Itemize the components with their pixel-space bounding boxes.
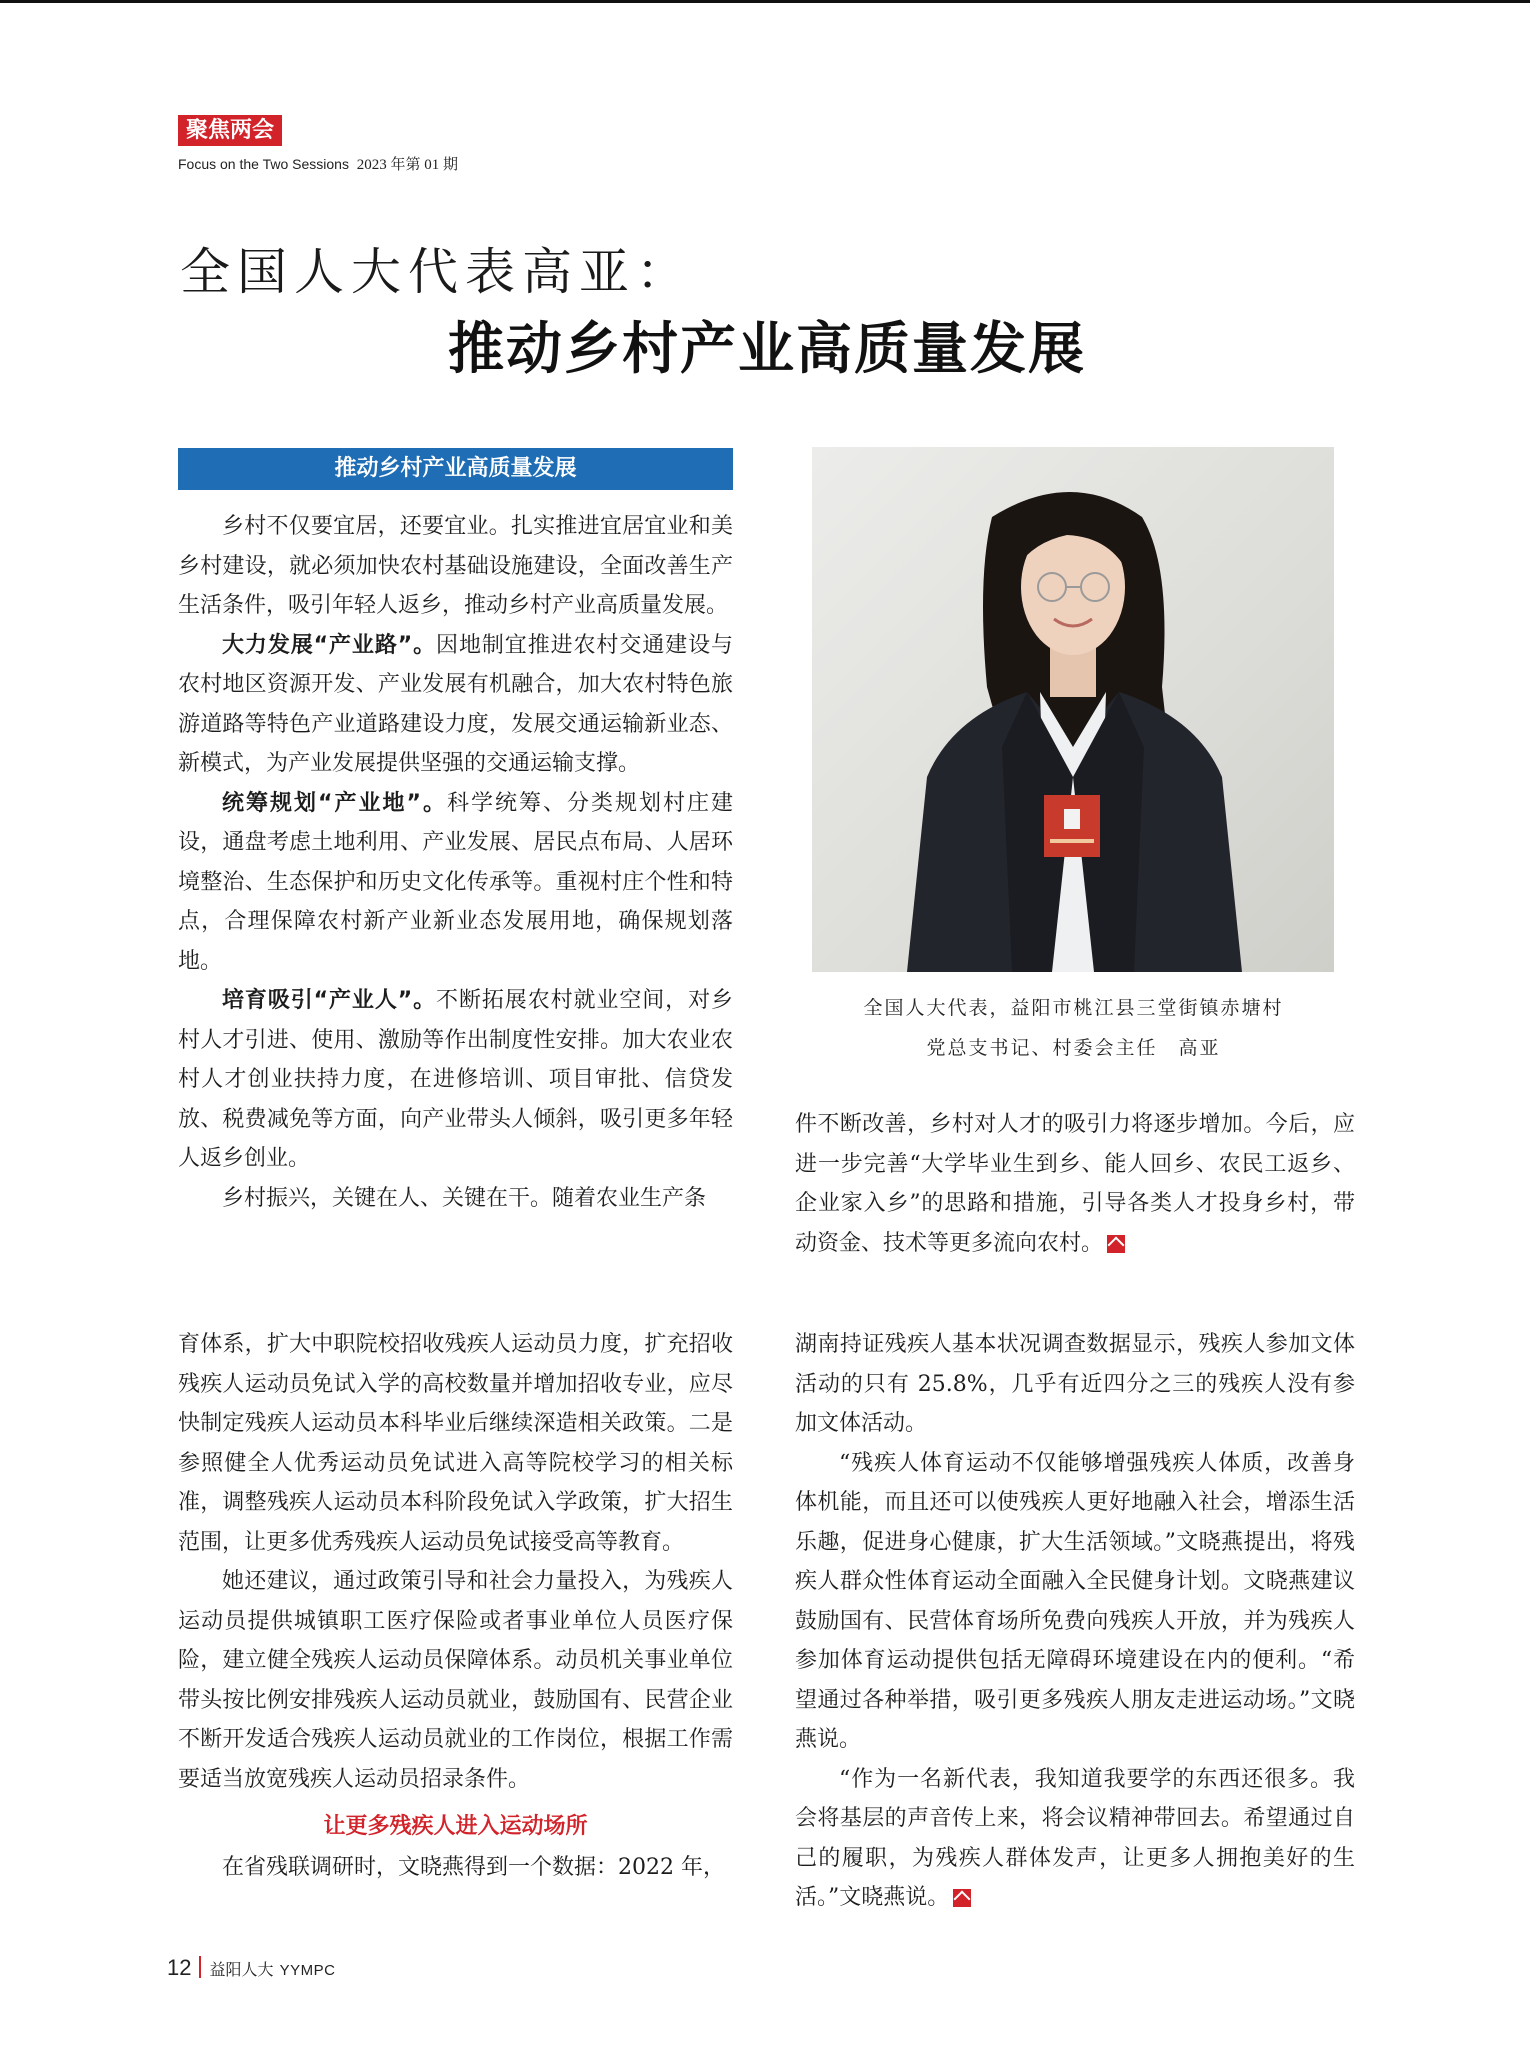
paragraph: 统筹规划“产业地”。科学统筹、分类规划村庄建设，通盘考虑土地利用、产业发展、居民点布局、人居环境整治、生态保护和历史文化传承等。重视村庄个性和特点，合理保障农村新产业新业态发展用地，确保规划落地。 (178, 790, 733, 974)
paragraph: “作为一名新代表，我知道我要学的东西还很多。我会将基层的声音传上来，将会议精神带回去。希望通过自己的履职，为残疾人群体发声，让更多人拥抱美好的生活。”文晓燕说。 (795, 1766, 1355, 1910)
photo-caption (796, 988, 1351, 1068)
footer-separator (199, 1956, 201, 1978)
caption-line-2: 党总支书记、村委会主任 高亚 (926, 1037, 1221, 1059)
issue-number: 2023 年第 01 期 (356, 157, 458, 173)
top-rule (0, 0, 1530, 3)
subheading-bar: 推动乡村产业高质量发展 (178, 448, 733, 490)
paragraph: “残疾人体育运动不仅能够增强残疾人体质，改善身体机能，而且还可以使残疾人更好地融入社会，增添生活乐趣，促进身心健康，扩大生活领域。”文晓燕提出，将残疾人群众性体育运动全面融入全民健身计划。文晓燕建议鼓励国有、民营体育场所免费向残疾人开放，并为残疾人参加体育运动提供包括无障碍环境建设在内的便利。“希望通过各种举措，吸引更多残疾人朋友走进运动场。”文晓燕说。 (795, 1450, 1355, 1752)
lower-right-column (795, 1325, 1355, 1918)
end-mark-icon (953, 1889, 971, 1907)
page-number: 12 (167, 1955, 192, 1980)
section-tag: 聚焦两会 (178, 115, 282, 146)
title-line-1: 全国人大代表高亚： (180, 243, 693, 301)
paragraph: 湖南持证残疾人基本状况调查数据显示，残疾人参加文体活动的只有 25.8%，几乎有近四分之三的残疾人没有参加文体活动。 (795, 1332, 1355, 1436)
paragraph: 乡村振兴，关键在人、关键在干。随着农业生产条 (222, 1185, 707, 1211)
issue-line (178, 153, 458, 174)
paragraph: 件不断改善，乡村对人才的吸引力将逐步增加。今后，应进一步完善“大学毕业生到乡、能人回乡、农民工返乡、企业家入乡”的思路和措施，引导各类人才投身乡村，带动资金、技术等更多流向农村。 (795, 1112, 1355, 1256)
paragraph: 培育吸引“产业人”。不断拓展农村就业空间，对乡村人才引进、使用、激励等作出制度性安排。加大农业农村人才创业扶持力度，在进修培训、项目审批、信贷发放、税费减免等方面，向产业带头人倾斜，吸引更多年轻人返乡创业。 (178, 988, 733, 1171)
paragraph-lead: 大力发展“产业路”。 (222, 632, 437, 658)
title-line-2: 推动乡村产业高质量发展 (448, 317, 1086, 382)
upper-right-column (795, 1105, 1355, 1263)
paragraph: 育体系，扩大中职院校招收残疾人运动员力度，扩充招收残疾人运动员免试入学的高校数量并增加招收专业，应尽快制定残疾人运动员本科毕业后继续深造相关政策。二是参照健全人优秀运动员免试进入高等院校学习的相关标准，调整残疾人运动员本科阶段免试入学政策，扩大招生范围，让更多优秀残疾人运动员免试接受高等教育。 (178, 1332, 733, 1555)
paragraph-lead: 培育吸引“产业人”。 (222, 988, 437, 1013)
paragraph-lead: 统筹规划“产业地”。 (222, 790, 447, 816)
end-mark-icon (1107, 1235, 1125, 1253)
paragraph: 她还建议，通过政策引导和社会力量投入，为残疾人运动员提供城镇职工医疗保险或者事业单位人员医疗保险，建立健全残疾人运动员保障体系。动员机关事业单位带头按比例安排残疾人运动员就业，鼓励国有、民营企业不断开发适合残疾人运动员就业的工作岗位，根据工作需要适当放宽残疾人运动员招录条件。 (178, 1569, 733, 1792)
portrait-photo (812, 447, 1334, 972)
magazine-name: 益阳人大 (209, 1960, 274, 1979)
section-subheading: 让更多残疾人进入运动场所 (323, 1814, 588, 1839)
paragraph: 在省残联调研时，文晓燕得到一个数据：2022 年， (222, 1855, 725, 1880)
upper-left-column (178, 507, 733, 1218)
caption-line-1: 全国人大代表，益阳市桃江县三堂街镇赤塘村 (863, 997, 1284, 1019)
lower-left-tail (178, 1848, 733, 1888)
paragraph: 大力发展“产业路”。因地制宜推进农村交通建设与农村地区资源开发、产业发展有机融合，加大农村特色旅游道路等特色产业道路建设力度，发展交通运输新业态、新模式，为产业发展提供坚强的交通运输支撑。 (178, 632, 733, 776)
page-footer (167, 1955, 335, 1981)
section-english: Focus on the Two Sessions (178, 156, 349, 172)
lower-left-column (178, 1325, 733, 1799)
magazine-code: YYMPC (279, 1962, 336, 1979)
paragraph: 乡村不仅要宜居，还要宜业。扎实推进宜居宜业和美乡村建设，就必须加快农村基础设施建设，全面改善生产生活条件，吸引年轻人返乡，推动乡村产业高质量发展。 (178, 514, 733, 618)
portrait-illustration (812, 447, 1334, 972)
